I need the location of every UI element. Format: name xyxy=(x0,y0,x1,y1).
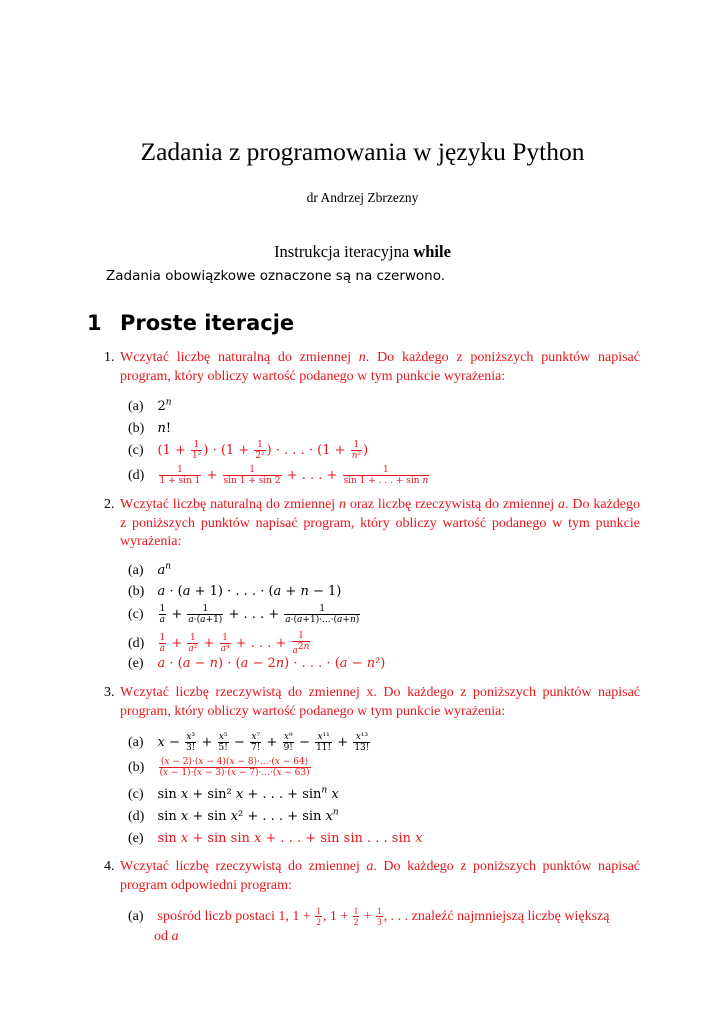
task-3-item-a xyxy=(128,732,371,753)
task-text: Wczytać liczbę naturalną do zmiennej n oraz liczbę rzeczywistą do zmiennej a. Do każdego z poniższych punktów napisać program, który obliczy wartość podanego w tym punkcie wyrażenia: xyxy=(120,497,640,549)
section-title: Proste iteracje xyxy=(120,311,295,335)
task-4-item-a-continuation: od a xyxy=(154,929,179,944)
item-expression: $\frac{1}{a}$ + $\frac{1}{\text{a²}}$ + $\frac{1}{\text{a⁴}}$ + . . . + $\frac{1}{a^{2n}}$ xyxy=(159,631,310,656)
mandatory-note: Zadania obowiązkowe oznaczone są na czerwono. xyxy=(106,268,446,284)
item-expression: $\frac{(x - 2)\cdot(x - 4)(x - 8)\cdot...\cdot(x - 64)}{(x - 1)\cdot(x - 3)\cdot(x - 7)\cdot...\cdot(x - 63)}$ xyxy=(159,757,310,778)
item-expression: a · (a + 1) · . . . · (a + n − 1) xyxy=(157,584,342,599)
item-label: (d) xyxy=(128,809,145,825)
item-expression: 2$^n$ xyxy=(157,398,172,415)
task-1 xyxy=(106,349,640,386)
subtitle-prefix: Instrukcja iteracyjna xyxy=(274,242,410,261)
item-expression: sin x + sin sin x + . . . + sin sin . . . sin x xyxy=(157,831,423,846)
item-expression: $\frac{1}{1 + \sin 1}$ + $\frac{1}{\sin 1 + \sin 2}$ + . . . + $\frac{1}{\text{sin 1 + . . . + sin n}}$ xyxy=(159,465,429,486)
item-expression: $\frac{1}{a}$ + $\frac{1}{a\cdot(a+1)}$ + . . . + $\frac{1}{a\cdot(a+1)\cdot...\cdot(a+n)}$ xyxy=(159,604,360,625)
item-expression: x − $\frac{\text{x³}}{3!}$ + $\frac{\text{x⁵}}{5!}$ − $\frac{\text{x⁷}}{7!}$ + $\frac{\text{x⁹}}{9!}$ − $\frac{\text{x¹¹}}{11!}$ + $\frac{\text{x¹³}}{13!}$ xyxy=(157,732,370,753)
task-number: 2. xyxy=(104,497,115,512)
page-title: Zadania z programowania w języku Python xyxy=(140,137,585,166)
task-text: Wczytać liczbę rzeczywistą do zmiennej x. Do każdego z poniższych punktów napisać program, który obliczy wartość podanego w tym punkcie wyrażenia: xyxy=(120,685,640,719)
item-label: (c) xyxy=(128,607,144,622)
task-text: Wczytać liczbę naturalną do zmiennej n. Do każdego z poniższych punktów napisać program, który obliczy wartość podanego w tym punkcie wyrażenia: xyxy=(120,350,640,384)
item-label: (e) xyxy=(128,831,144,846)
section-number: 1 xyxy=(87,311,102,335)
task-2-item-e xyxy=(128,656,385,672)
task-2-item-d xyxy=(128,631,311,656)
task-number: 3. xyxy=(104,685,115,700)
item-label: (c) xyxy=(128,787,144,803)
item-expression: (1 + $\frac{1}{\text{1²}}$ ) · (1 + $\frac{1}{\text{2²}}$ ) · . . . · (1 + $\frac{1}{\text{n²}}$ ) xyxy=(157,440,369,461)
item-label: (b) xyxy=(128,760,145,775)
item-label: (b) xyxy=(128,584,145,599)
task-2 xyxy=(106,496,640,552)
item-label: (a) xyxy=(128,908,144,924)
task-4 xyxy=(106,858,640,895)
item-label: (a) xyxy=(128,563,144,579)
task-text: Wczytać liczbę rzeczywistą do zmiennej a. Do każdego z poniższych punktów napisać program odpowiedni program: xyxy=(120,859,640,893)
task-number: 4. xyxy=(104,859,115,874)
task-1-item-d xyxy=(128,465,430,486)
item-expression: sin x + sin x² + . . . + $\sin x^n$ xyxy=(157,808,339,825)
section-heading xyxy=(87,311,294,335)
task-1-item-c xyxy=(128,440,368,461)
task-number: 1. xyxy=(104,350,115,365)
item-label: (d) xyxy=(128,636,145,651)
task-3 xyxy=(106,684,640,721)
item-expression: n! xyxy=(157,421,172,436)
item-expression: a · (a − n) · (a − 2n) · . . . · (a − n²) xyxy=(157,656,386,671)
item-label: (c) xyxy=(128,443,144,458)
task-3-item-b xyxy=(128,757,312,778)
task-2-item-c xyxy=(128,604,361,625)
task-1-item-b xyxy=(128,421,171,437)
item-label: (b) xyxy=(128,421,145,436)
item-label: (e) xyxy=(128,656,144,671)
task-4-item-a xyxy=(128,906,609,927)
item-expression: sin x + sin² x + . . . + $\sin^n x$ xyxy=(157,786,339,803)
task-1-item-a xyxy=(128,398,172,415)
task-3-item-e xyxy=(128,831,422,847)
item-label: (a) xyxy=(128,399,144,415)
subtitle xyxy=(0,242,725,262)
item-expression: $a^n$ xyxy=(157,562,172,579)
item-label: (a) xyxy=(128,735,144,750)
task-2-item-b xyxy=(128,584,341,600)
item-expression: spośród liczb postaci 1, 1 + $\frac{1}{2}$ , 1 + $\frac{1}{2}$ + $\frac{1}{3}$ , . . . znaleźć najmniejszą liczbę większą xyxy=(157,906,610,927)
task-3-item-d xyxy=(128,808,339,825)
author-name: dr Andrzej Zbrzezny xyxy=(306,190,419,205)
task-3-item-c xyxy=(128,786,339,803)
task-2-item-a xyxy=(128,562,171,579)
subtitle-keyword: while xyxy=(413,242,451,261)
item-label: (d) xyxy=(128,468,145,483)
